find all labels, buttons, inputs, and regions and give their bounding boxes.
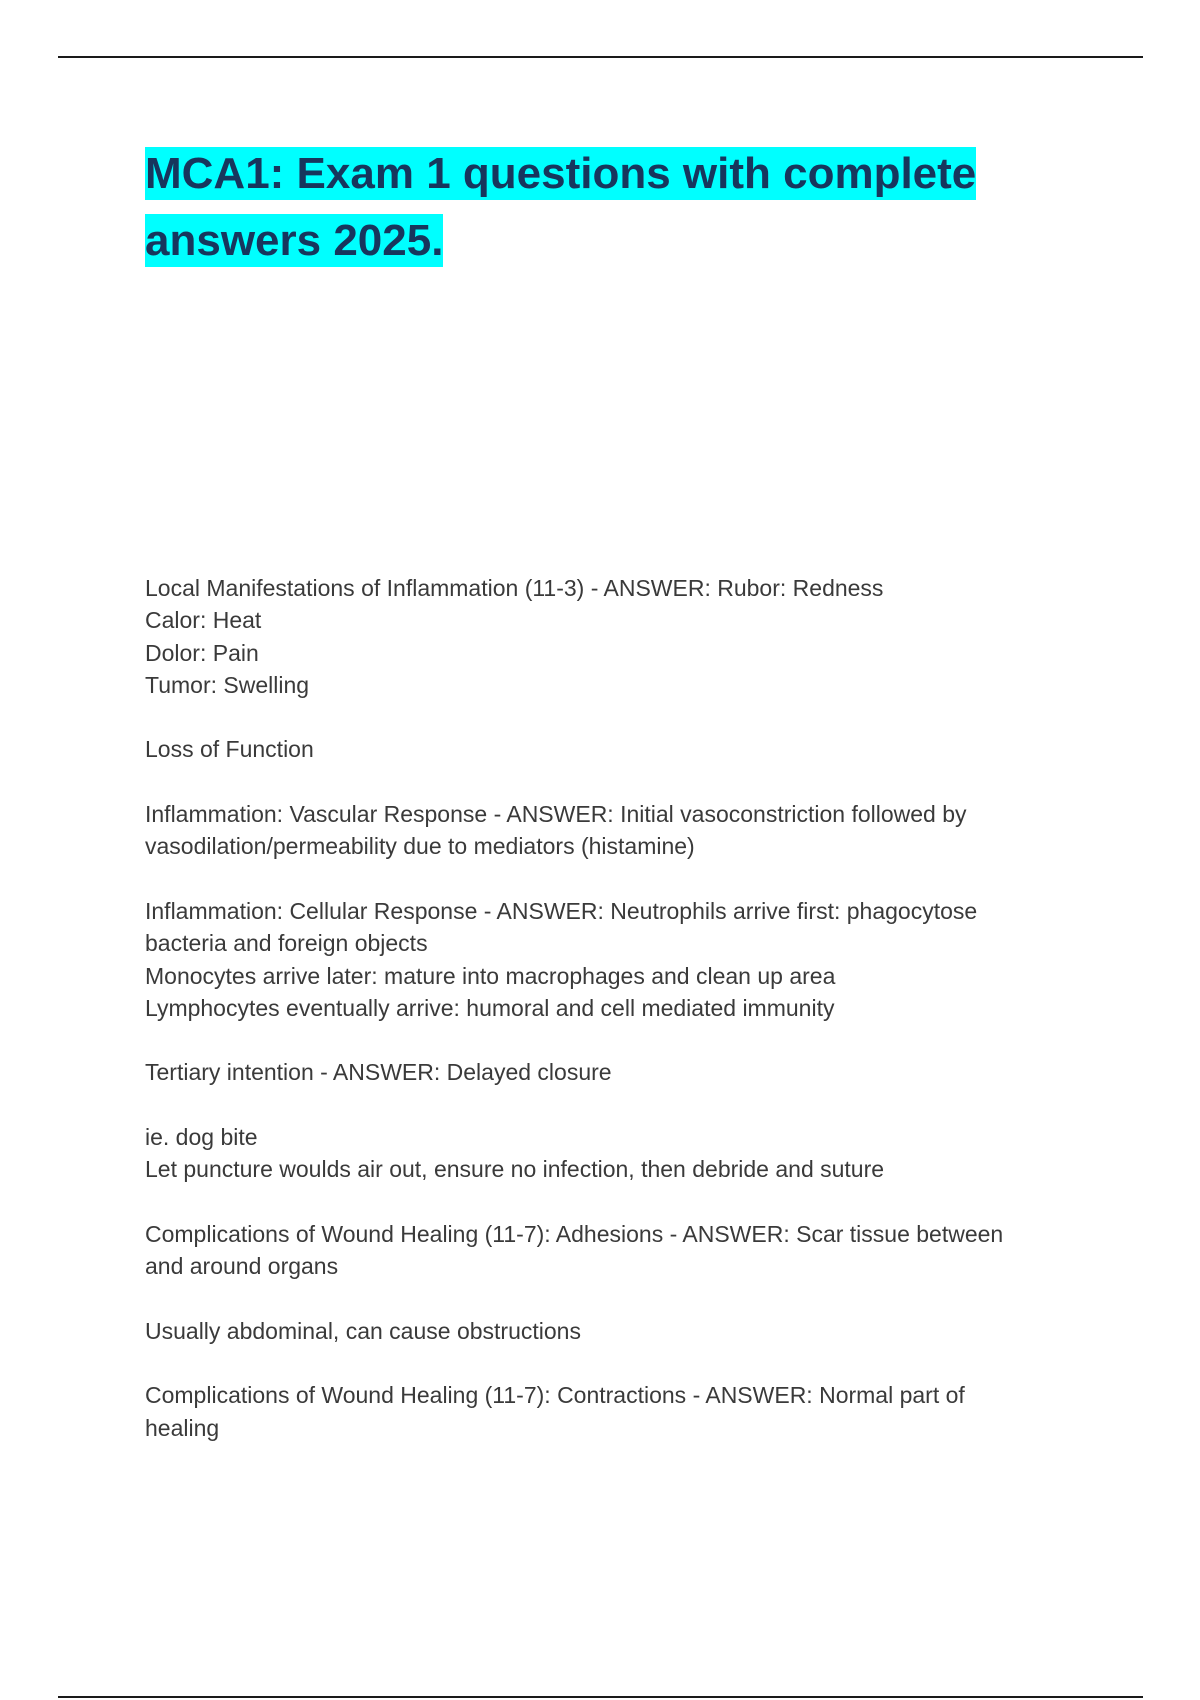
header-rule bbox=[58, 56, 1143, 58]
qa-adhesions bbox=[145, 1218, 1075, 1283]
note-abdominal bbox=[145, 1315, 1075, 1347]
text-line: Complications of Wound Healing (11-7): Adhesions - ANSWER: Scar tissue between bbox=[145, 1220, 1004, 1247]
qa-vascular-response bbox=[145, 798, 1075, 863]
title-line-2: answers 2025. bbox=[145, 216, 444, 265]
text-line: Calor: Heat bbox=[145, 607, 262, 634]
text-line: Loss of Function bbox=[145, 736, 314, 763]
text-line: Inflammation: Vascular Response - ANSWER: Initial vasoconstriction followed by bbox=[145, 801, 967, 828]
qa-cellular-response bbox=[145, 895, 1075, 1024]
text-line: ie. dog bite bbox=[145, 1124, 258, 1151]
text-line: Tumor: Swelling bbox=[145, 671, 310, 698]
text-line: vasodilation/permeability due to mediators (histamine) bbox=[145, 833, 695, 860]
note-loss-of-function bbox=[145, 733, 1075, 765]
note-dog-bite bbox=[145, 1121, 1075, 1186]
text-line: Dolor: Pain bbox=[145, 639, 259, 666]
text-line: Lymphocytes eventually arrive: humoral and cell mediated immunity bbox=[145, 994, 835, 1021]
title-line-1: MCA1: Exam 1 questions with complete bbox=[145, 149, 977, 198]
document-body bbox=[145, 572, 1075, 1476]
text-line: Let puncture woulds air out, ensure no infection, then debride and suture bbox=[145, 1156, 885, 1183]
text-line: and around organs bbox=[145, 1253, 339, 1280]
text-line: Tertiary intention - ANSWER: Delayed closure bbox=[145, 1059, 612, 1086]
text-line: Inflammation: Cellular Response - ANSWER: Neutrophils arrive first: phagocytose bbox=[145, 897, 978, 924]
text-line: bacteria and foreign objects bbox=[145, 930, 428, 957]
text-line: Usually abdominal, can cause obstructions bbox=[145, 1317, 581, 1344]
text-line: healing bbox=[145, 1414, 220, 1441]
footer-rule bbox=[58, 1696, 1143, 1698]
text-line: Complications of Wound Healing (11-7): Contractions - ANSWER: Normal part of bbox=[145, 1382, 965, 1409]
text-line: Monocytes arrive later: mature into macrophages and clean up area bbox=[145, 962, 836, 989]
text-line: Local Manifestations of Inflammation (11-3) - ANSWER: Rubor: Redness bbox=[145, 575, 884, 601]
qa-local-manifestations bbox=[145, 572, 1075, 701]
qa-contractions bbox=[145, 1379, 1075, 1444]
document-title bbox=[145, 140, 1045, 274]
qa-tertiary-intention bbox=[145, 1056, 1075, 1088]
